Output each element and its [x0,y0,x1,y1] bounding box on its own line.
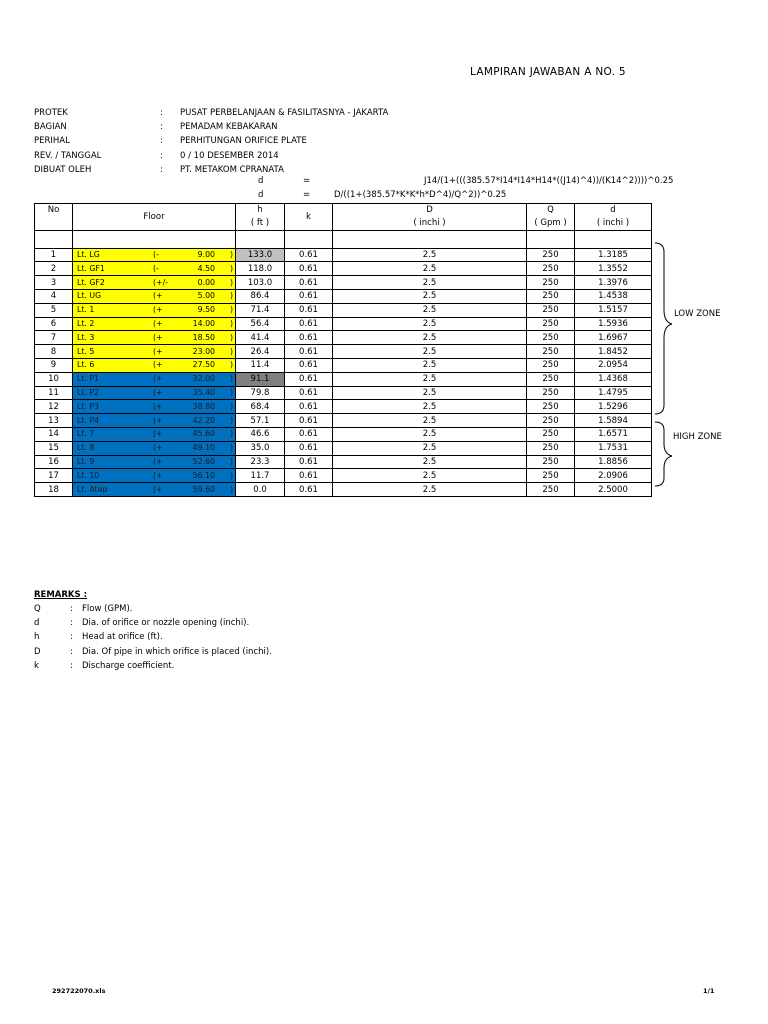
floor-cell [73,345,236,359]
footer-page: 1/1 [703,987,715,995]
row-number: 18 [35,483,73,497]
table-row [35,345,652,359]
meta-label: PERIHAL [34,136,70,147]
orifice-dia-cell: 1.5936 [575,317,652,331]
remark-sep: : [70,632,73,643]
orifice-dia-cell: 1.4538 [575,289,652,303]
pipe-dia-cell: 2.5 [333,289,527,303]
k-cell: 0.61 [285,248,333,262]
table-row [35,262,652,276]
floor-sign: (+/- [153,277,169,287]
floor-paren: ) [229,415,233,425]
floor-cell [73,483,236,497]
floor-paren: ) [229,387,233,397]
floor-cell [73,276,236,290]
header-h: h [236,204,285,217]
meta-value: PERHITUNGAN ORIFICE PLATE [180,136,307,147]
orifice-dia-cell: 1.4368 [575,372,652,386]
orifice-dia-cell: 1.3976 [575,276,652,290]
flow-cell: 250 [527,358,575,372]
floor-sign: (- [153,263,159,273]
floor-name: Lt. 3 [77,332,95,342]
k-cell: 0.61 [285,483,333,497]
orifice-dia-cell: 1.4795 [575,386,652,400]
orifice-dia-cell: 2.0954 [575,358,652,372]
head-cell: 41.4 [236,331,285,345]
floor-name: Lt. 8 [77,443,95,453]
k-cell: 0.61 [285,303,333,317]
remark-symbol: Q [34,604,41,614]
head-cell: 46.6 [236,427,285,441]
floor-name: Lt. 1 [77,305,95,315]
meta-label: REV. / TANGGAL [34,150,102,161]
floor-paren: ) [229,470,233,480]
low-zone-label: LOW ZONE [674,309,721,319]
floor-cell [73,372,236,386]
header-D-unit: ( inchi ) [333,217,527,230]
head-cell: 11.4 [236,358,285,372]
table-row [35,400,652,414]
floor-name: Lt. P4 [77,415,100,425]
header-Q: Q [527,204,575,217]
head-cell: 118.0 [236,262,285,276]
floor-sign: (+ [153,415,163,425]
head-cell: 23.3 [236,455,285,469]
floor-sign: (- [153,249,159,259]
floor-cell [73,317,236,331]
meta-value: PEMADAM KEBAKARAN [180,122,278,133]
row-number: 14 [35,427,73,441]
flow-cell: 250 [527,414,575,428]
k-cell: 0.61 [285,441,333,455]
floor-paren: ) [229,346,233,356]
floor-sign: (+ [153,484,163,494]
head-cell: 0.0 [236,483,285,497]
flow-cell: 250 [527,469,575,483]
orifice-dia-cell: 1.3552 [575,262,652,276]
floor-elevation: 45.60 [192,429,215,439]
floor-elevation: 56.10 [192,470,215,480]
head-cell: 68.4 [236,400,285,414]
table-row [35,358,652,372]
header-d-unit: ( inchi ) [575,217,652,230]
formula-eq: = [303,190,311,200]
remark-sep: : [70,646,73,657]
table-row [35,289,652,303]
floor-elevation: 18.50 [192,332,215,342]
floor-sign: (+ [153,318,163,328]
floor-sign: (+ [153,443,163,453]
meta-label: DIBUAT OLEH [34,164,92,175]
row-number: 10 [35,372,73,386]
flow-cell: 250 [527,427,575,441]
floor-cell [73,455,236,469]
head-cell: 86.4 [236,289,285,303]
floor-name: Lt. P1 [77,374,100,384]
remark-text: Head at orifice (ft). [82,632,163,643]
pipe-dia-cell: 2.5 [333,469,527,483]
meta-sep: : [160,164,163,175]
pipe-dia-cell: 2.5 [333,303,527,317]
floor-elevation: 42.20 [192,415,215,425]
k-cell: 0.61 [285,345,333,359]
meta-sep: : [160,136,163,147]
row-number: 9 [35,358,73,372]
floor-name: Lt. GF1 [77,263,105,273]
meta-sep: : [160,150,163,161]
orifice-dia-cell: 1.6571 [575,427,652,441]
floor-cell [73,414,236,428]
pipe-dia-cell: 2.5 [333,372,527,386]
remark-symbol: h [34,632,40,643]
pipe-dia-cell: 2.5 [333,262,527,276]
k-cell: 0.61 [285,289,333,303]
floor-cell [73,289,236,303]
head-cell: 35.0 [236,441,285,455]
head-cell: 11.7 [236,469,285,483]
flow-cell: 250 [527,289,575,303]
head-cell: 103.0 [236,276,285,290]
meta-sep: : [160,108,163,118]
table-row [35,427,652,441]
table-row [35,414,652,428]
pipe-dia-cell: 2.5 [333,386,527,400]
floor-elevation: 35.40 [192,387,215,397]
row-number: 7 [35,331,73,345]
remarks-title: REMARKS : [34,590,88,600]
floor-cell [73,386,236,400]
floor-elevation: 27.50 [192,360,215,370]
table-row [35,276,652,290]
floor-sign: (+ [153,360,163,370]
flow-cell: 250 [527,400,575,414]
floor-paren: ) [229,456,233,466]
high-zone-label: HIGH ZONE [673,432,722,442]
remark-symbol: d [34,618,40,629]
floor-cell [73,400,236,414]
remark-sep: : [70,604,73,614]
remark-text: Dia. Of pipe in which orifice is placed (inchi). [82,646,272,657]
header-h-unit: ( ft ) [236,217,285,230]
floor-sign: (+ [153,470,163,480]
k-cell: 0.61 [285,414,333,428]
floor-paren: ) [229,429,233,439]
floor-sign: (+ [153,374,163,384]
floor-cell [73,469,236,483]
pipe-dia-cell: 2.5 [333,331,527,345]
floor-elevation: 52.60 [192,456,215,466]
floor-cell [73,303,236,317]
k-cell: 0.61 [285,427,333,441]
row-number: 3 [35,276,73,290]
table-row [35,248,652,262]
floor-elevation: 4.50 [197,263,215,273]
floor-paren: ) [229,305,233,315]
row-number: 6 [35,317,73,331]
floor-name: Lt. P3 [77,401,100,411]
meta-label: PROTEK [34,108,68,118]
floor-paren: ) [229,332,233,342]
row-number: 11 [35,386,73,400]
flow-cell: 250 [527,386,575,400]
remark-text: Dia. of orifice or nozzle opening (inchi). [82,618,250,629]
header-Q-unit: ( Gpm ) [527,217,575,230]
floor-sign: (+ [153,332,163,342]
orifice-dia-cell: 1.5296 [575,400,652,414]
floor-elevation: 0.00 [197,277,215,287]
floor-sign: (+ [153,305,163,315]
floor-elevation: 59.60 [192,484,215,494]
head-cell: 71.4 [236,303,285,317]
floor-paren: ) [229,360,233,370]
k-cell: 0.61 [285,455,333,469]
row-number: 17 [35,469,73,483]
k-cell: 0.61 [285,400,333,414]
floor-name: Lt. LG [77,249,100,259]
pipe-dia-cell: 2.5 [333,427,527,441]
floor-elevation: 49.10 [192,443,215,453]
orifice-dia-cell: 2.5000 [575,483,652,497]
pipe-dia-cell: 2.5 [333,345,527,359]
meta-value: PUSAT PERBELANJAAN & FASILITASNYA - JAKARTA [180,108,389,118]
head-cell: 57.1 [236,414,285,428]
header-k: k [285,204,333,231]
floor-elevation: 14.00 [192,318,215,328]
pipe-dia-cell: 2.5 [333,358,527,372]
flow-cell: 250 [527,372,575,386]
floor-sign: (+ [153,456,163,466]
table-row [35,303,652,317]
floor-elevation: 23.00 [192,346,215,356]
formula-var: d [258,190,264,200]
k-cell: 0.61 [285,372,333,386]
meta-value: 0 / 10 DESEMBER 2014 [180,150,279,161]
row-number: 8 [35,345,73,359]
header-d: d [575,204,652,217]
floor-sign: (+ [153,401,163,411]
orifice-dia-cell: 1.3185 [575,248,652,262]
pipe-dia-cell: 2.5 [333,441,527,455]
floor-sign: (+ [153,291,163,301]
table-row [35,331,652,345]
flow-cell: 250 [527,262,575,276]
orifice-table [34,203,652,497]
pipe-dia-cell: 2.5 [333,455,527,469]
floor-paren: ) [229,318,233,328]
footer-file: 292722070.xls [52,987,106,995]
meta-value: PT. METAKOM CPRANATA [180,164,284,175]
flow-cell: 250 [527,303,575,317]
table-row [35,386,652,400]
table-row [35,455,652,469]
remark-sep: : [70,660,73,671]
header-D: D [333,204,527,217]
floor-name: Lt. GF2 [77,277,105,287]
orifice-dia-cell: 1.5157 [575,303,652,317]
flow-cell: 250 [527,248,575,262]
floor-paren: ) [229,277,233,287]
formula-expr: J14/(1+(((385.57*I14*I14*H14*((J14)^4))/(K14^2))))^0.25 [424,176,674,186]
table-row [35,441,652,455]
floor-paren: ) [229,249,233,259]
floor-name: Lt. 10 [77,470,100,480]
pipe-dia-cell: 2.5 [333,414,527,428]
floor-name: Lt. 5 [77,346,95,356]
formula-expr: D/((1+(385.57*K*K*h*D^4)/Q^2))^0.25 [334,190,507,200]
floor-name: Lt. Atap [77,484,108,494]
floor-cell [73,262,236,276]
floor-sign: (+ [153,429,163,439]
floor-cell [73,358,236,372]
floor-paren: ) [229,443,233,453]
pipe-dia-cell: 2.5 [333,317,527,331]
meta-sep: : [160,122,163,133]
flow-cell: 250 [527,331,575,345]
floor-name: Lt. UG [77,291,102,301]
header-floor: Floor [73,204,236,231]
floor-cell [73,441,236,455]
head-cell: 79.8 [236,386,285,400]
head-cell: 56.4 [236,317,285,331]
floor-cell [73,427,236,441]
floor-paren: ) [229,263,233,273]
flow-cell: 250 [527,483,575,497]
orifice-dia-cell: 1.5894 [575,414,652,428]
orifice-dia-cell: 1.7531 [575,441,652,455]
row-number: 15 [35,441,73,455]
formula-eq: = [303,176,311,186]
pipe-dia-cell: 2.5 [333,248,527,262]
floor-cell [73,248,236,262]
flow-cell: 250 [527,441,575,455]
k-cell: 0.61 [285,386,333,400]
k-cell: 0.61 [285,317,333,331]
floor-name: Lt. 6 [77,360,95,370]
floor-elevation: 38.80 [192,401,215,411]
flow-cell: 250 [527,455,575,469]
row-number: 2 [35,262,73,276]
head-cell: 91.1 [236,372,285,386]
pipe-dia-cell: 2.5 [333,400,527,414]
page-title: LAMPIRAN JAWABAN A NO. 5 [470,66,626,78]
formula-var: d [258,176,264,186]
floor-name: Lt. 2 [77,318,95,328]
row-number: 4 [35,289,73,303]
floor-name: Lt. P2 [77,387,100,397]
table-row [35,372,652,386]
floor-elevation: 5.00 [197,291,215,301]
flow-cell: 250 [527,345,575,359]
floor-cell [73,331,236,345]
flow-cell: 250 [527,317,575,331]
row-number: 12 [35,400,73,414]
floor-paren: ) [229,374,233,384]
floor-paren: ) [229,291,233,301]
table-row [35,317,652,331]
header-no: No [35,204,73,231]
zone-braces [652,240,692,495]
k-cell: 0.61 [285,276,333,290]
k-cell: 0.61 [285,331,333,345]
row-number: 5 [35,303,73,317]
orifice-dia-cell: 1.6967 [575,331,652,345]
k-cell: 0.61 [285,358,333,372]
remark-text: Flow (GPM). [82,604,133,614]
remark-text: Discharge coefficient. [82,660,175,671]
pipe-dia-cell: 2.5 [333,483,527,497]
head-cell: 26.4 [236,345,285,359]
floor-paren: ) [229,484,233,494]
orifice-dia-cell: 1.8856 [575,455,652,469]
floor-name: Lt. 9 [77,456,95,466]
table-row [35,483,652,497]
pipe-dia-cell: 2.5 [333,276,527,290]
floor-sign: (+ [153,346,163,356]
row-number: 1 [35,248,73,262]
floor-paren: ) [229,401,233,411]
remark-symbol: k [34,660,39,671]
head-cell: 133.0 [236,248,285,262]
k-cell: 0.61 [285,469,333,483]
meta-label: BAGIAN [34,122,67,133]
k-cell: 0.61 [285,262,333,276]
table-row [35,469,652,483]
orifice-dia-cell: 1.8452 [575,345,652,359]
row-number: 16 [35,455,73,469]
remark-sep: : [70,618,73,629]
floor-sign: (+ [153,387,163,397]
floor-elevation: 9.00 [197,249,215,259]
floor-elevation: 32.00 [192,374,215,384]
flow-cell: 250 [527,276,575,290]
floor-name: Lt. 7 [77,429,95,439]
orifice-dia-cell: 2.0906 [575,469,652,483]
row-number: 13 [35,414,73,428]
remark-symbol: D [34,646,41,657]
floor-elevation: 9.50 [197,305,215,315]
